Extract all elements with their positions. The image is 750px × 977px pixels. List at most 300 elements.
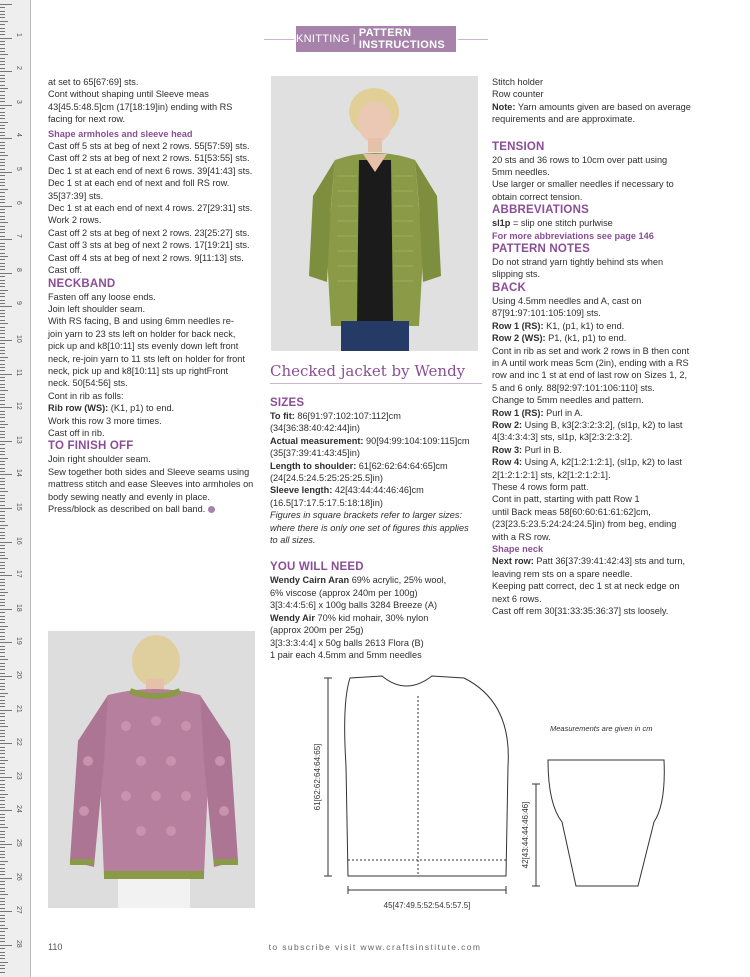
ruler-number: 20 — [15, 671, 22, 679]
back-line: Cont in rib as set and work 2 rows in B then cont — [492, 345, 690, 356]
ruler-tick — [0, 498, 5, 499]
finish-line: body sewing neatly and evenly in place. — [48, 491, 210, 502]
yarn1-label: Wendy Cairn Aran — [270, 575, 350, 586]
neck-line: Patt 36[37:39:41:42:43] sts and turn, — [533, 556, 686, 567]
note-line: Yarn amounts given are based on average — [515, 101, 691, 112]
ruler-tick — [0, 202, 5, 203]
ruler-number: 5 — [15, 167, 22, 171]
ruler-tick — [0, 562, 5, 563]
ruler-tick — [0, 273, 12, 274]
ruler-tick — [0, 135, 5, 136]
armhole-heading: Shape armholes and sleeve head — [48, 128, 193, 139]
neck-line: next 6 rows. — [492, 593, 542, 604]
size-sleeve — [270, 484, 482, 496]
ruler-tick — [0, 434, 5, 435]
ruler-number: 23 — [15, 771, 22, 780]
armhole-line: Work 2 rows. — [48, 215, 102, 226]
ruler-tick — [0, 700, 5, 701]
ruler-tick — [0, 451, 5, 452]
end-dot-icon — [208, 506, 215, 513]
neckband-heading: NECKBAND — [48, 277, 116, 290]
ruler-tick — [0, 965, 5, 966]
ruler-tick — [0, 777, 12, 778]
ruler-tick — [0, 414, 5, 415]
row-text: P1, (k1, p1) to end. — [545, 333, 627, 344]
ruler-tick — [0, 300, 5, 301]
ruler-tick — [0, 730, 5, 731]
body-outline — [345, 676, 509, 876]
ruler-tick — [0, 810, 12, 811]
ruler-tick — [0, 750, 5, 751]
ruler-tick — [0, 323, 8, 324]
ruler-tick — [0, 306, 12, 307]
ruler-tick — [0, 481, 5, 482]
ruler-tick — [0, 592, 8, 593]
ruler-tick — [0, 347, 5, 348]
ruler-tick — [0, 599, 5, 600]
back-heading: BACK — [492, 281, 527, 294]
ruler-tick — [0, 259, 5, 260]
ruler-tick — [0, 340, 12, 341]
back-line: Cont in patt, starting with patt Row 1 — [492, 494, 640, 505]
ruler-tick — [0, 915, 5, 916]
ruler-tick — [0, 495, 5, 496]
ruler-tick — [0, 632, 5, 633]
ruler-number: 24 — [15, 805, 22, 814]
ruler-tick — [0, 585, 5, 586]
ruler-tick — [0, 652, 5, 653]
ruler-tick — [0, 595, 5, 596]
ruler-tick — [0, 179, 5, 180]
back-line: row and inc 1 st at end of last row on Sizes 1, 2, — [492, 370, 688, 381]
ruler-tick — [0, 128, 5, 129]
intro-line: facing for next row. — [48, 114, 126, 125]
ruler-tick — [0, 239, 12, 240]
ruler-number: 16 — [15, 536, 22, 545]
ruler-tick — [0, 199, 5, 200]
ruler-tick — [0, 837, 5, 838]
ruler-tick — [0, 367, 5, 368]
sleeve-label: 42[43:44:44:46:46] — [521, 801, 530, 869]
ruler-number: 11 — [15, 368, 22, 376]
ruler-number: 19 — [15, 637, 22, 646]
yarn1 — [270, 574, 482, 586]
ruler-tick — [0, 182, 5, 183]
ruler-tick — [0, 555, 5, 556]
ruler-tick — [0, 619, 5, 620]
tension-line: 5mm needles. — [492, 167, 550, 178]
ruler-tick — [0, 374, 12, 375]
ruler-tick — [0, 118, 5, 119]
ruler-tick — [0, 387, 5, 388]
ruler-tick — [0, 891, 5, 892]
ruler-tick — [0, 834, 5, 835]
ruler-tick — [0, 706, 5, 707]
row-text-line: 2[1:2:1:2:1] sts, k2[1:2:1:2:1]. — [492, 469, 611, 480]
ruler-tick — [0, 437, 5, 438]
abbr-text: = slip one stitch purlwise — [510, 218, 613, 229]
ruler-tick — [0, 364, 5, 365]
ruler-tick — [0, 605, 5, 606]
ruler-tick — [0, 629, 5, 630]
ruler-tick — [0, 693, 8, 694]
ruler-tick — [0, 703, 5, 704]
finish-line: mattress stitch and ease Sleeves into armholes on — [48, 479, 254, 490]
ruler-tick — [0, 847, 5, 848]
notes-line: slipping sts. — [492, 269, 541, 280]
ruler-tick — [0, 733, 5, 734]
middle-column — [270, 362, 482, 661]
ruler-tick — [0, 535, 5, 536]
row-label: Row 4: — [492, 457, 523, 468]
width-label: 45[47:49.5:52:54.5:57.5] — [383, 901, 471, 910]
ruler-tick — [0, 874, 5, 875]
tension-line: Use larger or smaller needles if necessary to — [492, 179, 674, 190]
armhole-line: Dec 1 st at each end of next and foll RS row. — [48, 178, 230, 189]
ruler-tick — [0, 91, 5, 92]
ruler-tick — [0, 246, 5, 247]
rib-text: (K1, p1) to end. — [108, 403, 175, 414]
ruler-tick — [0, 515, 5, 516]
ruler-tick — [0, 511, 5, 512]
row-label: Row 2 (WS): — [492, 333, 546, 344]
ruler-tick — [0, 928, 8, 929]
ruler-tick — [0, 229, 5, 230]
armhole-line: Cast off 4 sts at beg of next 2 rows. 9[11:13] sts. — [48, 252, 244, 263]
ruler-tick — [0, 256, 8, 257]
schematic-diagram — [300, 664, 720, 916]
ruler-tick — [0, 609, 12, 610]
finish-heading: TO FINISH OFF — [48, 440, 134, 453]
left-column — [48, 76, 260, 515]
ruler-tick — [0, 726, 8, 727]
patt-row-2 — [492, 419, 712, 431]
ruler-tick — [0, 488, 5, 489]
ruler-tick — [0, 538, 5, 539]
ruler-tick — [0, 757, 5, 758]
ruler-tick — [0, 216, 5, 217]
abbr-label: sl1p — [492, 218, 511, 229]
ruler-tick — [0, 857, 5, 858]
ruler-tick — [0, 293, 5, 294]
ruler-tick — [0, 689, 5, 690]
size-value-line: (35[37:39:41:43:45]in) — [270, 448, 360, 459]
pattern-title: Checked jacket by Wendy — [270, 362, 482, 384]
patt-row-3 — [492, 444, 712, 456]
ruler-tick — [0, 461, 5, 462]
neckband-line: Cont in rib as folls: — [48, 390, 124, 401]
ruler-tick — [0, 784, 5, 785]
ruler-number: 12 — [15, 402, 22, 410]
ruler-tick — [0, 448, 5, 449]
ruler-tick — [0, 108, 5, 109]
ruler-number: 15 — [15, 503, 22, 511]
ruler-tick — [0, 145, 5, 146]
yarn1-line: 3[3:4:4:5:6] x 100g balls 3284 Breeze (A) — [270, 600, 438, 611]
ruler-tick — [0, 931, 5, 932]
ruler-tick — [0, 663, 5, 664]
ruler-tick — [0, 673, 5, 674]
ruler-tick — [0, 669, 5, 670]
ruler-tick — [0, 572, 5, 573]
patt-row-4 — [492, 456, 712, 468]
ruler-tick — [0, 169, 5, 170]
ruler-tick — [0, 760, 8, 761]
banner-line-right — [458, 39, 488, 40]
ruler-tick — [0, 683, 5, 684]
need-item: Row counter — [492, 89, 544, 100]
ruler-tick — [0, 558, 8, 559]
sizes-note-line: where there is only one set of figures this applies — [270, 522, 469, 533]
ruler-tick — [0, 51, 5, 52]
ruler-tick — [0, 881, 5, 882]
ruler-tick — [0, 159, 5, 160]
ruler-tick — [0, 196, 5, 197]
ruler-tick — [0, 471, 5, 472]
ruler-tick — [0, 955, 5, 956]
ruler-tick — [0, 841, 5, 842]
ruler-tick — [0, 616, 5, 617]
rib-row-1 — [492, 320, 712, 332]
ruler-tick — [0, 579, 5, 580]
ruler-tick — [0, 716, 5, 717]
back-line: 5 and 6 only. 88[92:97:101:106:110] sts. — [492, 382, 655, 393]
armhole-line: Cast off 3 sts at beg of next 2 rows. 17[19:21] sts. — [48, 240, 250, 251]
armhole-line: Dec 1 st at each end of next 4 rows. 27[29:31] sts. — [48, 203, 253, 214]
ruler-tick — [0, 95, 5, 96]
ruler-tick — [0, 142, 5, 143]
sizes-note-line: Figures in square brackets refer to larger sizes: — [270, 510, 462, 521]
ruler-tick — [0, 280, 5, 281]
ruler-tick — [0, 747, 5, 748]
ruler-tick — [0, 98, 5, 99]
ruler — [0, 0, 31, 977]
ruler-tick — [0, 484, 5, 485]
ruler-tick — [0, 552, 5, 553]
ruler-tick — [0, 713, 5, 714]
ruler-number: 4 — [15, 133, 22, 138]
ruler-tick — [0, 854, 5, 855]
abbr-more: For more abbreviations see page 146 — [492, 230, 654, 241]
neck-heading: Shape neck — [492, 544, 544, 554]
ruler-tick — [0, 75, 5, 76]
ruler-tick — [0, 763, 5, 764]
ruler-tick — [0, 407, 12, 408]
row-text: Purl in A. — [543, 407, 583, 418]
size-value-line: (24[24.5:24.5:25:25:25.5]in) — [270, 473, 383, 484]
ruler-tick — [0, 14, 5, 15]
row-text-line: 4[3:4:3:4:3] sts, sl1p, k3[2:3:2:3:2]. — [492, 432, 633, 443]
neckband-line: Join left shoulder seam. — [48, 303, 146, 314]
row-label: Row 2: — [492, 419, 523, 430]
ruler-tick — [0, 723, 5, 724]
size-label: To fit: — [270, 411, 295, 421]
ruler-tick — [0, 427, 5, 428]
armhole-line: Cast off 2 sts at beg of next 2 rows. 51[53:55] sts. — [48, 153, 250, 164]
ruler-tick — [0, 518, 5, 519]
neck-row — [492, 555, 712, 567]
ruler-tick — [0, 636, 5, 637]
ruler-number: 2 — [15, 66, 22, 71]
yarn1-line: 69% acrylic, 25% wool, — [349, 575, 447, 586]
back-line: Using 4.5mm needles and A, cast on — [492, 295, 642, 306]
ruler-tick — [0, 444, 5, 445]
notes-heading: PATTERN NOTES — [492, 243, 591, 256]
ruler-tick — [0, 548, 5, 549]
measurements-note: Measurements are given in cm — [550, 724, 653, 733]
ruler-tick — [0, 656, 5, 657]
neckband-line: Fasten off any loose ends. — [48, 291, 156, 302]
ruler-tick — [0, 155, 8, 156]
ruler-tick — [0, 266, 5, 267]
neck-line: Cast off rem 30[31:33:35:36:37] sts loosely. — [492, 606, 669, 617]
ruler-tick — [0, 310, 5, 311]
back-line: 87[91:97:101:105:109] sts. — [492, 308, 601, 319]
ruler-tick — [0, 622, 5, 623]
ruler-tick — [0, 743, 12, 744]
ruler-tick — [0, 377, 5, 378]
ruler-tick — [0, 38, 12, 39]
neckband-end-line: Cast off in rib. — [48, 427, 105, 438]
ruler-number: 26 — [15, 872, 22, 881]
size-actual — [270, 435, 482, 447]
note-line: requirements and are approximate. — [492, 114, 635, 125]
ruler-tick — [0, 676, 12, 677]
size-value: 86[91:97:102:107:112]cm — [294, 411, 401, 421]
ruler-tick — [0, 528, 5, 529]
ruler-tick — [0, 88, 8, 89]
ruler-tick — [0, 575, 12, 576]
ruler-tick — [0, 820, 5, 821]
ruler-tick — [0, 659, 8, 660]
ruler-tick — [0, 908, 5, 909]
yarn2-line: (approx 200m per 25g) — [270, 625, 364, 636]
ruler-tick — [0, 626, 8, 627]
ruler-tick — [0, 646, 5, 647]
armhole-line: 35[37:39] sts. — [48, 190, 104, 201]
ruler-number: 14 — [15, 469, 22, 478]
ruler-tick — [0, 958, 5, 959]
ruler-tick — [0, 565, 5, 566]
ruler-tick — [0, 105, 12, 106]
ruler-tick — [0, 253, 5, 254]
neck-line: leaving rem sts on a spare needle. — [492, 568, 633, 579]
ruler-tick — [0, 542, 12, 543]
ruler-tick — [0, 316, 5, 317]
ruler-tick — [0, 501, 5, 502]
ruler-tick — [0, 780, 5, 781]
subscribe-line: to subscribe visit www.craftsinstitute.com — [268, 942, 482, 952]
ruler-tick — [0, 851, 5, 852]
size-value: 42[43:44:44:46:46]cm — [332, 485, 424, 496]
ruler-tick — [0, 925, 5, 926]
ruler-tick — [0, 17, 5, 18]
row-label: Row 1 (RS): — [492, 320, 544, 331]
size-value-line: (34[36:38:40:42:44]in) — [270, 423, 360, 434]
size-value-line: (16.5[17:17.5:17.5:18:18]in) — [270, 497, 383, 508]
back-line: Change to 5mm needles and pattern. — [492, 395, 644, 406]
ruler-number: 1 — [15, 32, 22, 37]
intro-line: at set to 65[67:69] sts. — [48, 77, 139, 87]
ruler-tick — [0, 64, 5, 65]
section-banner: KNITTING | PATTERN INSTRUCTIONS — [296, 26, 456, 52]
ruler-tick — [0, 753, 5, 754]
ruler-tick — [0, 864, 5, 865]
ruler-tick — [0, 968, 5, 969]
armhole-line: Cast off. — [48, 265, 83, 276]
ruler-tick — [0, 21, 8, 22]
ruler-tick — [0, 871, 5, 872]
ruler-tick — [0, 861, 8, 862]
ruler-tick — [0, 41, 5, 42]
neck-line: Keeping patt correct, dec 1 st at neck edge on — [492, 581, 680, 592]
ruler-tick — [0, 918, 5, 919]
ruler-tick — [0, 458, 8, 459]
armhole-line: Cast off 2 sts at beg of next 2 rows. 23[25:27] sts. — [48, 227, 250, 238]
ruler-tick — [0, 898, 5, 899]
neckband-line: neck, pick up and k8[10:11] sts up rightFront — [48, 365, 229, 376]
ruler-tick — [0, 148, 5, 149]
finish-line-last — [48, 503, 260, 515]
ruler-tick — [0, 28, 5, 29]
ruler-tick — [0, 935, 5, 936]
ruler-tick — [0, 720, 5, 721]
ruler-tick — [0, 962, 8, 963]
ruler-tick — [0, 508, 12, 509]
ruler-tick — [0, 286, 5, 287]
ruler-tick — [0, 478, 5, 479]
ruler-tick — [0, 464, 5, 465]
rib-label: Rib row (WS): — [48, 403, 109, 414]
ruler-tick — [0, 831, 5, 832]
ruler-tick — [0, 290, 8, 291]
ruler-tick — [0, 54, 8, 55]
yarn2-line: 3[3:3:3:4:4] x 50g balls 2613 Flora (B) — [270, 637, 424, 648]
ruler-tick — [0, 474, 12, 475]
page-number: 110 — [48, 942, 63, 952]
ruler-tick — [0, 878, 12, 879]
right-column — [492, 76, 712, 617]
ruler-tick — [0, 417, 5, 418]
neckband-end-line: Work this row 3 more times. — [48, 415, 162, 426]
back-line: until Back meas 58[60:60:61:61:62]cm, — [492, 506, 651, 517]
ruler-number: 25 — [15, 839, 22, 847]
ruler-tick — [0, 370, 5, 371]
ruler-tick — [0, 78, 5, 79]
ruler-tick — [0, 390, 8, 391]
finish-line: Press/block as described on ball band. — [48, 504, 206, 514]
banner-right-text: PATTERN INSTRUCTIONS — [358, 27, 446, 51]
ruler-tick — [0, 350, 5, 351]
ruler-tick — [0, 736, 5, 737]
size-to-fit — [270, 410, 482, 422]
back-line: (23[23.5:23.5:24:24:24.5]in) from beg, ending — [492, 519, 677, 530]
ruler-tick — [0, 800, 5, 801]
ruler-tick — [0, 357, 8, 358]
ruler-tick — [0, 125, 5, 126]
ruler-tick — [0, 431, 5, 432]
size-length — [270, 460, 482, 472]
ruler-tick — [0, 868, 5, 869]
ruler-tick — [0, 276, 5, 277]
ruler-tick — [0, 901, 5, 902]
size-label: Actual measurement: — [270, 435, 364, 446]
ruler-number: 6 — [15, 200, 22, 205]
back-line: These 4 rows form patt. — [492, 481, 589, 492]
ruler-tick — [0, 468, 5, 469]
row-text: Using B, k3[2:3:2:3:2], (sl1p, k2) to last — [522, 419, 683, 430]
ruler-number: 21 — [15, 704, 22, 713]
